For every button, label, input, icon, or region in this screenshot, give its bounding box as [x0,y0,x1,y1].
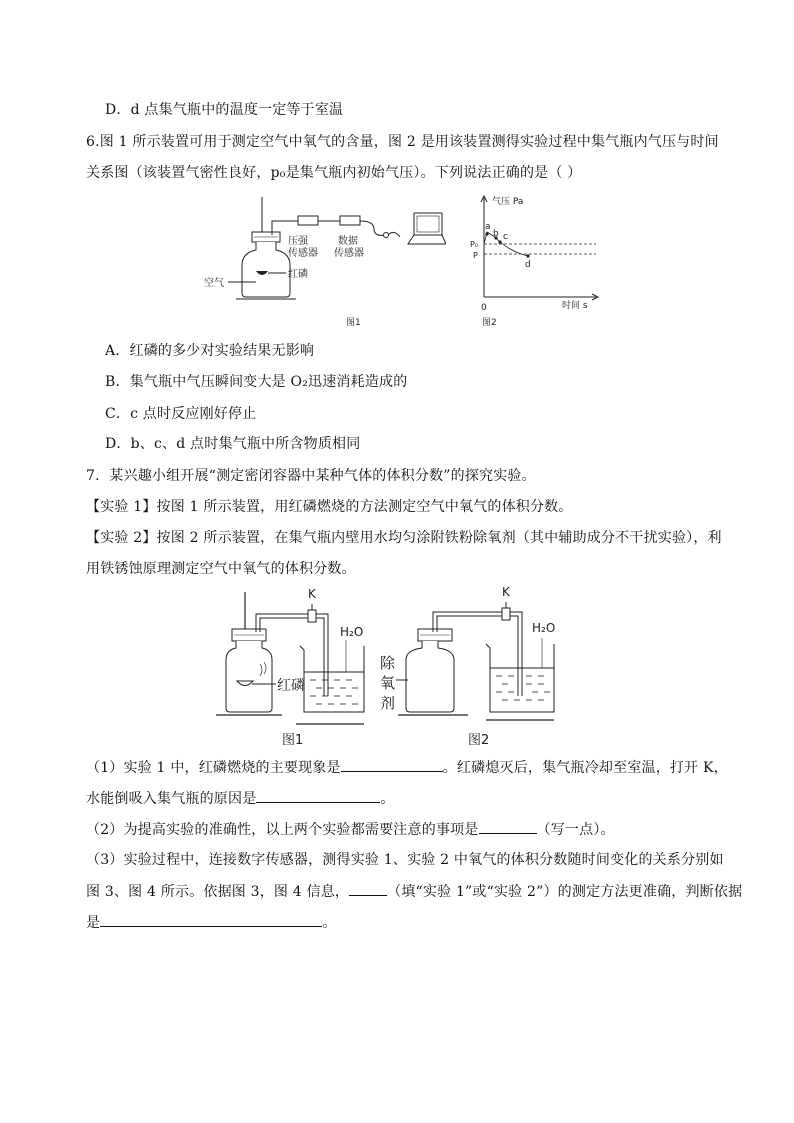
q7-sub1-text-b: 。红磷熄灭后，集气瓶冷却至室温，打开 K， [442,760,728,776]
q6-fig1-phosphorus-label: 红磷 [288,269,308,280]
q6-fig1-caption: 图1 [346,318,361,328]
q6-fig2-point-d: d [525,260,531,270]
q7-sub1-line2 [86,788,395,809]
q7-fig2-deox-label-3: 剂 [380,694,396,712]
q7-fig1-phosphorus-label: 红磷 [277,678,305,694]
q6-option-d: D．b、c、d 点时集气瓶中所含物质相同 [105,436,361,452]
q6-fig2-origin-label: 0 [481,303,487,313]
q6-figure1-drawing [196,195,446,330]
q6-fig2-y-axis-label: 气压 Pa [492,197,524,207]
q7-figure2-drawing [378,584,564,749]
q7-sub1-text-c: 水能倒吸入集气瓶的原因是 [86,791,257,807]
q7-figure1-drawing [212,584,372,749]
q6-fig1-sensor1-label-b: 传感器 [288,248,318,259]
q7-sub3-line3 [86,912,336,933]
q7-figure1 [212,584,372,749]
q7-sub3-line2 [86,881,742,902]
q7-fig1-caption: 图1 [282,733,304,748]
q7-sub3-text-a: 图 3、图 4 所示。依据图 3，图 4 信息， [86,884,350,900]
q6-fig2-point-c: c [503,232,508,242]
q7-exp2-line2: 用铁锈蚀原理测定空气中氧气的体积分数。 [86,561,356,577]
q7-sub1-blank2[interactable] [256,788,380,803]
q6-fig2-p-label: P [473,251,478,260]
q7-sub1-line1 [86,757,728,778]
q7-sub1-blank1[interactable] [341,757,443,772]
q7-stem: 7．某兴趣小组开展“测定密闭容器中某种气体的体积分数”的探究实验。 [86,468,536,484]
q7-fig2-water-label: H₂O [532,621,556,635]
q7-fig2-caption: 图2 [468,733,490,748]
q6-fig1-sensor1-label-a: 压强 [288,236,308,247]
q6-fig2-point-b: b [493,229,499,239]
q7-sub3-text-b: （填“实验 1”或“实验 2”）的测定方法更准确，判断依据 [387,884,743,900]
q6-figure2-drawing [462,192,602,330]
q6-fig1-sensor2-label-a: 数据 [338,236,358,247]
q6-fig2-point-a: a [485,222,491,232]
q7-sub3-line1: （3）实验过程中，连接数字传感器，测得实验 1、实验 2 中氧气的体积分数随时间变化的关系分别如 [86,852,724,868]
q6-fig1-air-label: 空气 [204,278,224,289]
q7-figure2 [378,584,564,749]
q7-sub3-blank2[interactable] [100,912,322,927]
q6-stem-line1: 6.图 1 所示装置可用于测定空气中氧气的含量，图 2 是用该装置测得实验过程中集气瓶内气压与时间 [86,134,719,150]
q7-exp2-line1: 【实验 2】按图 2 所示装置，在集气瓶内壁用水均匀涂附铁粉除氧剂（其中辅助成分不干扰实验），利 [86,530,722,546]
q7-fig2-deox-label-1: 除 [380,654,396,672]
q7-sub1-text-a: （1）实验 1 中，红磷燃烧的主要现象是 [86,760,341,776]
q7-sub2-text-b: （写一点）。 [536,822,615,838]
q7-sub2-text-a: （2）为提高实验的准确性，以上两个实验都需要注意的事项是 [86,822,479,838]
q6-fig1-sensor2-label-b: 传感器 [334,248,364,259]
q6-fig2-p0-label: P₀ [470,240,479,249]
q7-sub3-text-d: 。 [322,915,337,931]
q6-figure2 [462,192,602,330]
q7-sub3-text-c: 是 [86,915,101,931]
q6-option-c: C．c 点时反应刚好停止 [105,406,257,422]
q6-option-a: A．红磷的多少对实验结果无影响 [105,343,315,359]
q6-fig2-caption: 图2 [482,318,497,328]
q5-option-d: D．d 点集气瓶中的温度一定等于室温 [105,102,344,118]
q6-stem-line2: 关系图（该装置气密性良好，p₀是集气瓶内初始气压）。下列说法正确的是（ ） [86,165,582,181]
q6-option-b: B．集气瓶中气压瞬间变大是 O₂迅速消耗造成的 [105,374,408,390]
q7-fig1-water-label: H₂O [340,625,364,639]
q6-fig2-x-axis-label: 时间 s [562,301,588,311]
q7-exp1: 【实验 1】按图 1 所示装置，用红磷燃烧的方法测定空气中氧气的体积分数。 [86,499,573,515]
q7-sub2-blank[interactable] [479,819,537,834]
q7-fig1-k-label: K [308,587,316,601]
q7-sub2-line [86,819,615,840]
q7-fig2-k-label: K [502,585,510,599]
q7-sub3-blank1[interactable] [349,881,387,896]
q6-figure1 [196,195,446,330]
q7-sub1-text-d: 。 [380,791,395,807]
q7-fig2-deox-label-2: 氧 [380,674,396,692]
